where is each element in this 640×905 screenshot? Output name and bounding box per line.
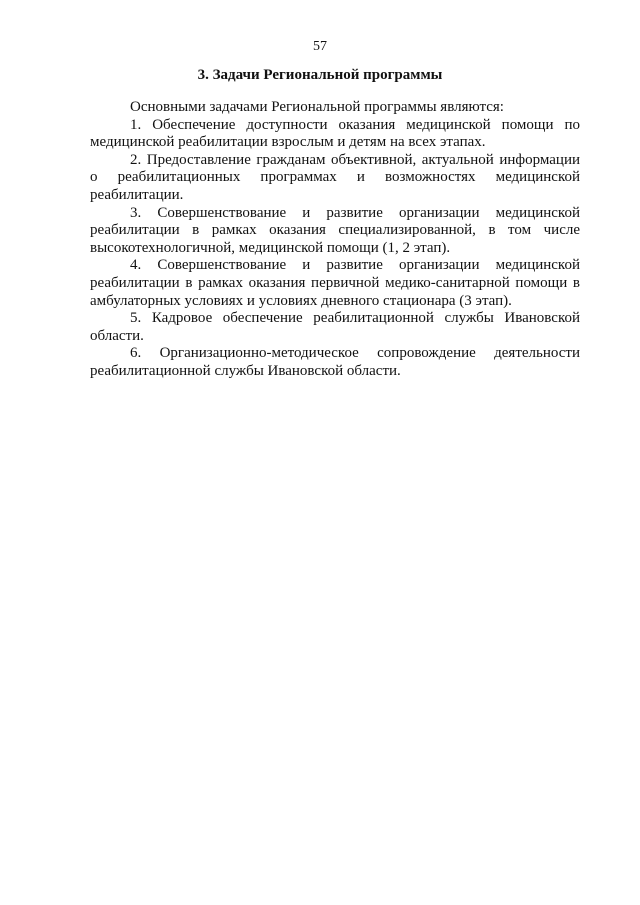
page-number: 57 bbox=[313, 39, 327, 54]
task-item-2: 2. Предоставление гражданам объективной, актуальной информации о реабилитационных программах и возможностях медицинской реабилитации. bbox=[90, 151, 580, 203]
section-title: 3. Задачи Региональной программы bbox=[197, 67, 443, 83]
body-text bbox=[90, 99, 580, 381]
task-item-3: 3. Совершенствование и развитие организации медицинской реабилитации в рамках оказания специализированной, в том числе высокотехнологичной, медицинской помощи (1, 2 этап). bbox=[90, 204, 580, 256]
task-item-6: 6. Организационно-методическое сопровождение деятельности реабилитационной службы Ивановской области. bbox=[90, 345, 580, 379]
intro-paragraph: Основными задачами Региональной программы являются: bbox=[130, 99, 504, 115]
task-item-1: 1. Обеспечение доступности оказания медицинской помощи по медицинской реабилитации взрослым и детям на всех этапах. bbox=[90, 116, 580, 151]
task-item-5: 5. Кадровое обеспечение реабилитационной службы Ивановской области. bbox=[90, 310, 580, 344]
task-item-4: 4. Совершенствование и развитие организации медицинской реабилитации в рамках оказания первичной медико-санитарной помощи в амбулаторных условиях и условиях дневного стационара (3 этап). bbox=[90, 257, 580, 309]
